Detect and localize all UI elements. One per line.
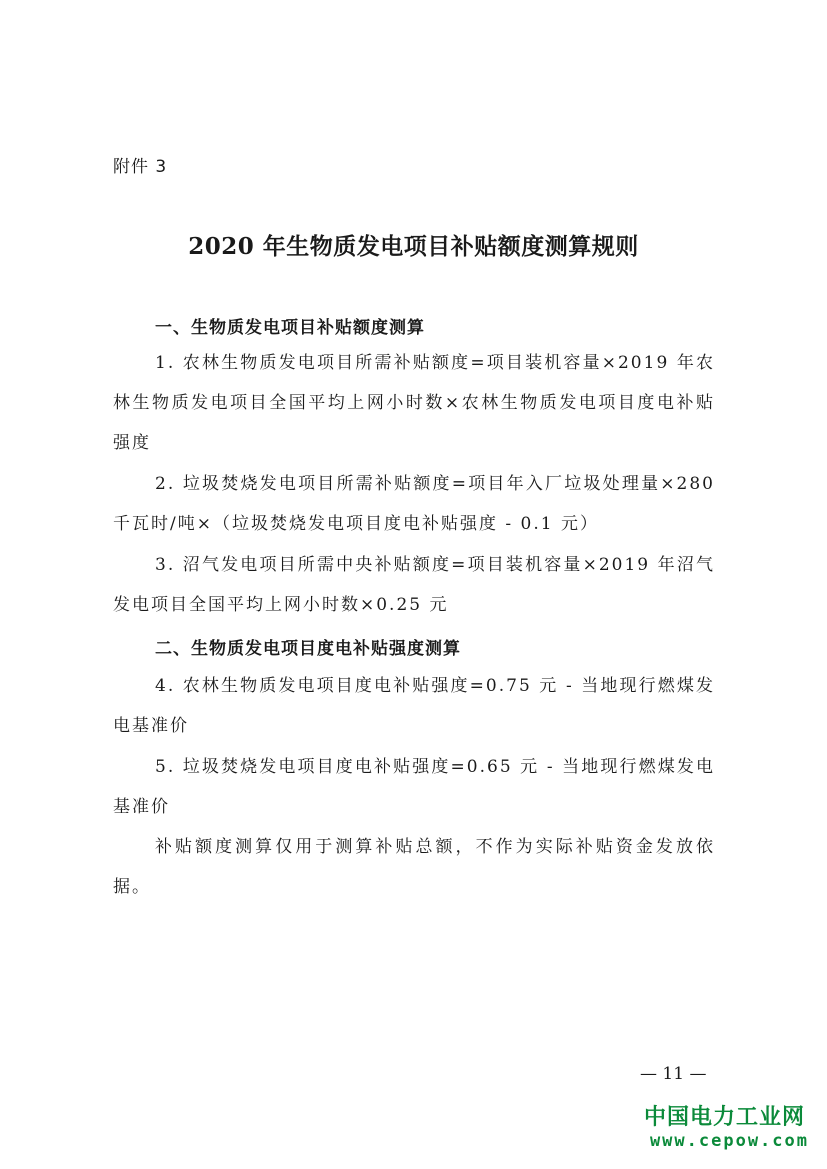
watermark-site-name: 中国电力工业网 xyxy=(643,1105,805,1130)
page-number: — 11 — xyxy=(640,1064,707,1084)
section-1-heading: 一、生物质发电项目补贴额度测算 xyxy=(155,318,425,338)
paragraph-item-1: 1. 农林生物质发电项目所需补贴额度=项目装机容量×2019 年农林生物质发电项目全国平均上网小时数×农林生物质发电项目度电补贴强度 xyxy=(113,353,715,453)
attachment-label: 附件 3 xyxy=(113,157,168,177)
paragraph-item-2: 2. 垃圾焚烧发电项目所需补贴额度=项目年入厂垃圾处理量×280 千瓦时/吨×（垃圾焚烧发电项目度电补贴强度 - 0.1 元） xyxy=(113,474,715,534)
section-2-heading: 二、生物质发电项目度电补贴强度测算 xyxy=(155,639,461,659)
note-paragraph: 补贴额度测算仅用于测算补贴总额，不作为实际补贴资金发放依据。 xyxy=(113,837,715,897)
watermark-url: www.cepow.com xyxy=(649,1131,809,1151)
paragraph-item-3: 3. 沼气发电项目所需中央补贴额度=项目装机容量×2019 年沼气发电项目全国平均上网小时数×0.25 元 xyxy=(113,555,715,615)
paragraph-item-4: 4. 农林生物质发电项目度电补贴强度=0.75 元 - 当地现行燃煤发电基准价 xyxy=(113,676,715,736)
paragraph-item-5: 5. 垃圾焚烧发电项目度电补贴强度=0.65 元 - 当地现行燃煤发电基准价 xyxy=(113,757,715,817)
document-title: 2020 年生物质发电项目补贴额度测算规则 xyxy=(188,233,639,260)
